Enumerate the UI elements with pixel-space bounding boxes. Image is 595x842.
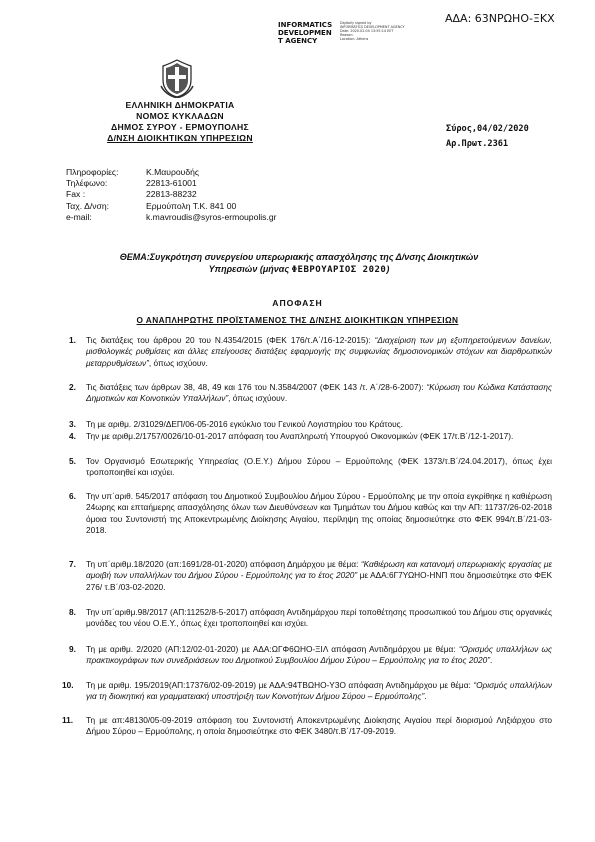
- item-number: 6.: [69, 491, 76, 501]
- item-number: 3.: [69, 419, 76, 429]
- item-number: 8.: [69, 607, 76, 617]
- item-text: Την με αριθμ.2/1757/0026/10-01-2017 απόφαση του Αναπληρωτή Υπουργού Οικονομικών (ΦΕΚ 17/τ.Β΄/12-1-2017).: [86, 431, 514, 441]
- stamp-line-2: DEVELOPMEN: [278, 29, 332, 37]
- info-label: Πληροφορίες:: [66, 167, 119, 177]
- contact-info: [66, 167, 277, 223]
- subject-month: ΦΕΒΡΟΥΑΡΙΟΣ 2020: [291, 265, 387, 275]
- protocol-number: Αρ.Πρωτ.2361: [446, 139, 509, 149]
- item-text: Τις διατάξεις του άρθρου 20 του Ν.4354/2015 (ΦΕΚ 176/τ.Α΄/16-12-2015):: [86, 335, 375, 345]
- decision-title: ΑΠΟΦΑΣΗ: [272, 298, 323, 308]
- phone-value: 22813-61001: [146, 178, 197, 189]
- address-value: Ερμούπολη Τ.Κ. 841 00: [146, 200, 237, 211]
- list-item: [69, 456, 552, 479]
- subject-line-2: [60, 263, 538, 276]
- list-item: [69, 335, 552, 369]
- fax-label: Fax :: [66, 189, 86, 200]
- item-text: Τον Οργανισμό Εσωτερικής Υπηρεσίας (Ο.Ε.Υ.) Δήμου Σύρου – Ερμούπολης (ΦΕΚ 1373/τ.Β΄/24.04.2017), όπως έχει τροποποιηθεί και ισχύει.: [86, 456, 552, 478]
- document-date: Σύρος,04/02/2020: [446, 124, 529, 134]
- item-quote: “Ορισμός υπαλλήλων για τη διοικητική και γραμματειακή υποστήριξη των Κοινοτήτων Δήμου Σύρου – Ερμούπολης”: [86, 680, 552, 702]
- subject-line-2c: ): [386, 264, 390, 274]
- list-item: [69, 607, 552, 630]
- stamp-small-5: Location: Athens: [340, 37, 369, 41]
- header-directorate: Δ/ΝΣΗ ΔΙΟΙΚΗΤΙΚΩΝ ΥΠΗΡΕΣΙΩΝ: [107, 133, 253, 143]
- phone-label: Τηλέφωνο:: [66, 178, 108, 189]
- header-prefecture: ΝΟΜΟΣ ΚΥΚΛΑΔΩΝ: [136, 111, 224, 121]
- list-item: [69, 559, 553, 593]
- item-text: Τη με απ:48130/05-09-2019 απόφαση του Συντονιστή Αποκεντρωμένης Διοίκησης Αιγαίου περί διορισμού Ληξιάρχου στο Δήμου Σύρου – Ερμούπολης, η οποία δημοσιεύτηκε στο ΦΕΚ 3480/τ.Β΄/17-09-2019.: [86, 715, 552, 737]
- item-number: 1.: [69, 335, 76, 345]
- item-number: 11.: [62, 715, 74, 725]
- date-protocol-block: [446, 122, 529, 152]
- item-number: 2.: [69, 382, 76, 392]
- list-item: [69, 419, 552, 430]
- item-number: 10.: [62, 680, 74, 690]
- list-item: [62, 715, 552, 738]
- item-number: 4.: [69, 431, 76, 441]
- item-tail: , όπως ισχύουν.: [148, 357, 208, 368]
- item-text: Τη υπ΄αριθμ.18/2020 (απ:1691/28-01-2020) απόφαση Δημάρχου με θέμα:: [86, 559, 361, 569]
- item-number: 9.: [69, 644, 76, 654]
- item-tail: , όπως ισχύουν.: [228, 393, 288, 404]
- item-text: Τη με αριθμ. 2/2020 (ΑΠ:12/02-01-2020) με ΑΔΑ:ΩΓΦ6ΩΗΟ-ΞΙΛ απόφαση Αντιδημάρχου με θέμα:: [86, 644, 459, 654]
- ada-code: ΑΔΑ: 63ΝΡΩΗΟ-ΞΚΧ: [445, 12, 555, 25]
- item-tail: .: [490, 655, 493, 666]
- issuer-header: [80, 100, 280, 144]
- stamp-small-4: Reason:: [340, 33, 354, 37]
- item-text: Τις διατάξεις των άρθρων 38, 48, 49 και 176 του Ν.3584/2007 (ΦΕΚ 143 /τ. Α΄/28-6-2007):: [86, 382, 427, 392]
- stamp-line-1: INFORMATICS: [278, 21, 333, 29]
- stamp-small-1: Digitally signed by: [340, 21, 372, 25]
- item-text: Τη με αριθμ. 195/2019(ΑΠ:17376/02-09-2019) με ΑΔΑ:94ΤΒΩΗΟ-Υ3Ο απόφαση Αντιδημάρχου με θέμα:: [86, 680, 474, 690]
- item-number: 5.: [69, 456, 76, 466]
- header-country: ΕΛΛΗΝΙΚΗ ΔΗΜΟΚΡΑΤΙΑ: [125, 100, 235, 110]
- subject-line-2a: Υπηρεσιών (μήνας: [208, 264, 292, 274]
- address-label: Ταχ. Δ/νση:: [66, 200, 109, 211]
- header-municipality: ΔΗΜΟΣ ΣΥΡΟΥ - ΕΡΜΟΥΠΟΛΗΣ: [111, 122, 249, 132]
- item-quote: “Κύρωση του Κώδικα Κατάστασης Δημοτικών και Κοινοτικών Υπαλλήλων”: [86, 382, 552, 404]
- item-quote: “Καθιέρωση και κατανομή υπερωριακής εργασίας με αμοιβή των υπαλλήλων του Δήμου Σύρου - Ερμούπολης για το έτος 2020”: [86, 559, 553, 581]
- item-number: 7.: [69, 559, 76, 569]
- list-item: [69, 491, 552, 536]
- subject-line-1: ΘΕΜΑ:Συγκρότηση συνεργείου υπερωριακής απασχόλησης της Δ/νσης Διοικητικών: [119, 252, 479, 262]
- item-text: Τη με αριθμ. 2/31029/ΔΕΠ/06-05-2016 εγκύκλιο του Γενικού Λογιστηρίου του Κράτους.: [86, 419, 403, 429]
- list-item: [69, 644, 553, 667]
- greek-emblem-icon: [160, 58, 194, 98]
- item-text: Την υπ΄αριθμ.98/2017 (ΑΠ:11252/8-5-2017) απόφαση Αντιδημάρχου περί τοποθέτησης προσωπικού του Δήμου στις οργανικές μονάδες του νέου Ο.Ε.Υ., όπως έχει τροποποιηθεί και ισχύει.: [86, 607, 552, 629]
- stamp-small-2: INFORMATICS DEVELOPMENT AGENCY: [340, 25, 405, 29]
- stamp-small-3: Date: 2020.02.04 13:55:14 EET: [340, 29, 394, 33]
- digital-signature-stamp: [278, 21, 428, 49]
- item-tail: με ΑΔΑ:6Γ7ΥΩΗΟ-ΗΝΠ που δημοσιεύτηκε στο ΦΕΚ 276/ τ.Β΄/03-02-2020.: [86, 570, 552, 592]
- info-value: Κ.Μαυρουδής: [146, 167, 200, 177]
- decision-subtitle: Ο ΑΝΑΠΛΗΡΩΤΗΣ ΠΡΟΪΣΤΑΜΕΝΟΣ ΤΗΣ Δ/ΝΣΗΣ ΔΙΟΙΚΗΤΙΚΩΝ ΥΠΗΡΕΣΙΩΝ: [136, 315, 459, 325]
- email-label: e-mail:: [66, 211, 92, 222]
- item-tail: .: [424, 691, 427, 702]
- email-value[interactable]: k.mavroudis@syros-ermoupolis.gr: [146, 211, 277, 222]
- document-subject: [60, 251, 538, 276]
- item-quote: “Διαχείριση των μη εξυπηρετούμενων δανείων, μισθολογικές ρυθμίσεις και άλλες επείγουσες διατάξεις εφαρμογής της συμφωνίας δημοσιονομικών στόχων και διαρθρωτικών μεταρρυθμίσεων”: [86, 335, 552, 368]
- list-item: [62, 680, 552, 703]
- item-quote: “Ορισμός υπαλλήλων ως πρακτικογράφων των συνεδριάσεων του Δημοτικού Συμβουλίου Δήμου Σύρου – Ερμούπολης για το έτος 2020”: [86, 644, 553, 666]
- stamp-line-3: T AGENCY: [278, 37, 318, 45]
- list-item: [69, 382, 552, 405]
- item-text: Την υπ΄αριθ. 545/2017 απόφαση του Δημοτικού Συμβουλίου Δήμου Σύρου - Ερμούπολης με την οποία εγκρίθηκε η καθιέρωση 24ωρης και επταήμερης απασχόλησης όλων των Διευθύνσεων και Τμημάτων του Δήμου καθώς και την ΑΠ: 11737/26-02-2018 όμοια του Συντονιστή της Αποκεντρωμένης Διοίκησης Αιγαίου, περίληψη της οποίας δημοσιεύτηκε στο ΦΕΚ 994/τ.Β΄/21-03-2018.: [86, 491, 552, 535]
- fax-value: 22813-88232: [146, 189, 197, 200]
- list-item: [69, 431, 552, 442]
